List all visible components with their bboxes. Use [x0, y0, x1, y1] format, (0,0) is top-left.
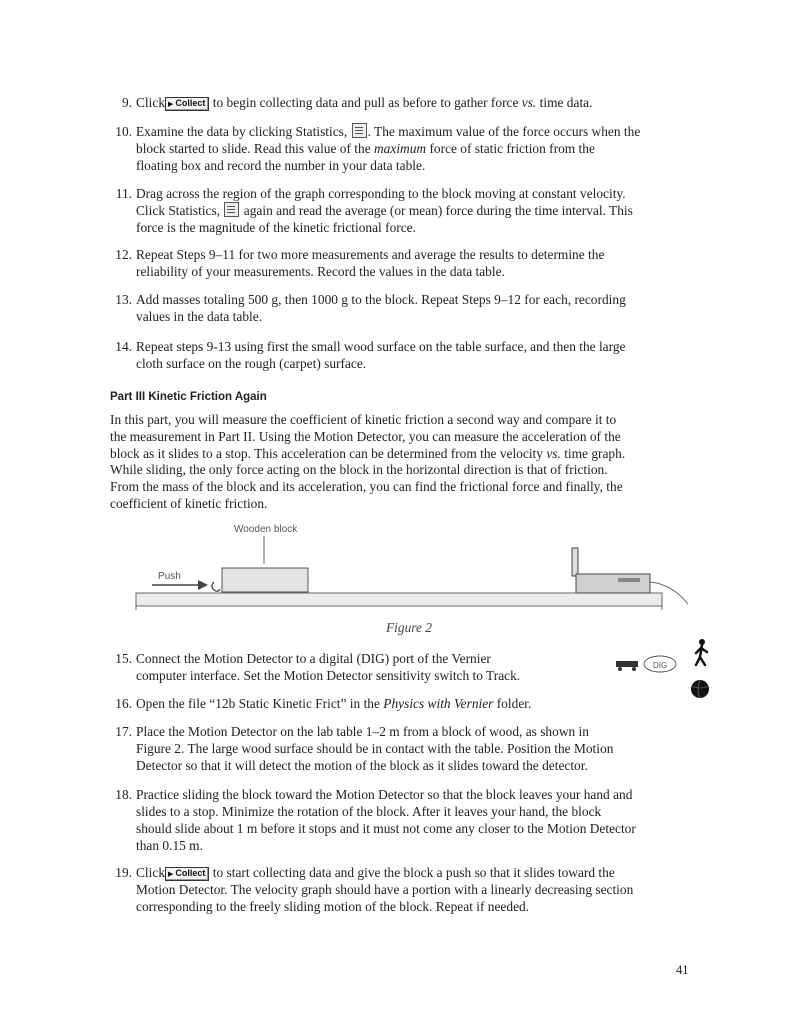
motion-detector-switch-graphic — [614, 637, 714, 701]
step-11: 11. Drag across the region of the graph corresponding to the block moving at constant velocity. Click Statistics, again and read the average (or mean) force during the time interval. This force is the magnitude of the kinetic frictional force. — [104, 185, 724, 236]
step-number: 11. — [115, 186, 132, 201]
lab-table — [136, 593, 662, 606]
play-icon: ▶ — [168, 871, 174, 878]
step-16: 16. Open the file “12b Static Kinetic Frict” in the Physics with Vernier folder. — [104, 695, 724, 712]
statistics-icon[interactable] — [352, 123, 367, 138]
step-number: 18. — [115, 787, 132, 802]
statistics-icon[interactable] — [224, 202, 239, 217]
collect-button[interactable]: ▶ Collect — [165, 97, 209, 111]
figure-caption: Figure 2 — [386, 620, 432, 635]
part3-paragraph: In this part, you will measure the coefficient of kinetic friction a second way and compare it to the measurement in Part II. Using the Motion Detector, you can measure the acceleration of the block as it slides to a stop. This acceleration can be determined from the velocity vs. time graph. While sliding, the only force acting on the block in the horizontal direction is that of friction. From the mass of the block and its acceleration, you can find the frictional force and finally, the coefficient of kinetic friction. — [110, 412, 626, 511]
play-icon: ▶ — [168, 101, 174, 108]
step-19: 19. Click ▶ Collect to start collecting data and give the block a push so that it slides toward the Motion Detector. The velocity graph should have a portion with a linearly decreasing section corresponding to the freely sliding motion of the block. Repeat if needed. — [104, 864, 724, 915]
collect-button[interactable]: ▶ Collect — [165, 867, 209, 881]
step-17: 17. Place the Motion Detector on the lab table 1–2 m from a block of wood, as shown in Figure 2. The large wood surface should be in contact with the table. Position the Motion Detector so that it will detect the motion of the block as it slides toward the detector. — [104, 723, 724, 774]
step-number: 10. — [115, 124, 132, 139]
page-number: 41 — [676, 963, 689, 977]
step-number: 12. — [115, 247, 132, 262]
step-12: 12. Repeat Steps 9–11 for two more measurements and average the results to determine the reliability of your measurements. Record the values in the data table. — [104, 246, 724, 280]
step-number: 14. — [115, 339, 132, 354]
step-13: 13. Add masses totaling 500 g, then 1000 g to the block. Repeat Steps 9–12 for each, recording values in the data table. — [104, 291, 724, 325]
step-18: 18. Practice sliding the block toward the Motion Detector so that the block leaves your hand and slides to a stop. Minimize the rotation of the block. After it leaves your hand, the block should slide about 1 m before it stops and it must not come any closer to the Motion Detector than 0.15 m. — [104, 786, 724, 854]
step-number: 19. — [115, 865, 132, 880]
step-14: 14. Repeat steps 9-13 using first the small wood surface on the table surface, and then the large cloth surface on the rough (carpet) surface. — [104, 338, 724, 372]
detector-label: DIG — [653, 661, 668, 670]
hand-icon — [212, 582, 220, 591]
step-number: 15. — [115, 651, 132, 666]
section-heading: Part III Kinetic Friction Again — [110, 391, 267, 403]
wooden-block — [222, 568, 308, 592]
walking-person-icon — [696, 639, 707, 665]
push-label: Push — [158, 571, 181, 582]
step-10: 10. Examine the data by clicking Statistics, . The maximum value of the force occurs when the block started to slide. Read this value of the maximum force of static friction from the floating box and record the number in your data table. — [104, 123, 724, 174]
step-number: 13. — [115, 292, 132, 307]
cart-icon — [616, 661, 638, 667]
wooden-block-label: Wooden block — [234, 524, 298, 535]
step-number: 17. — [115, 724, 132, 739]
step-number: 9. — [121, 95, 132, 110]
step-15: 15. Connect the Motion Detector to a digital (DIG) port of the Vernier computer interface. Set the Motion Detector sensitivity switch to Track. — [104, 650, 724, 684]
step-number: 16. — [115, 696, 132, 711]
step-9: 9. Click ▶ Collect to begin collecting data and pull as before to gather force vs. time data. — [104, 94, 724, 111]
